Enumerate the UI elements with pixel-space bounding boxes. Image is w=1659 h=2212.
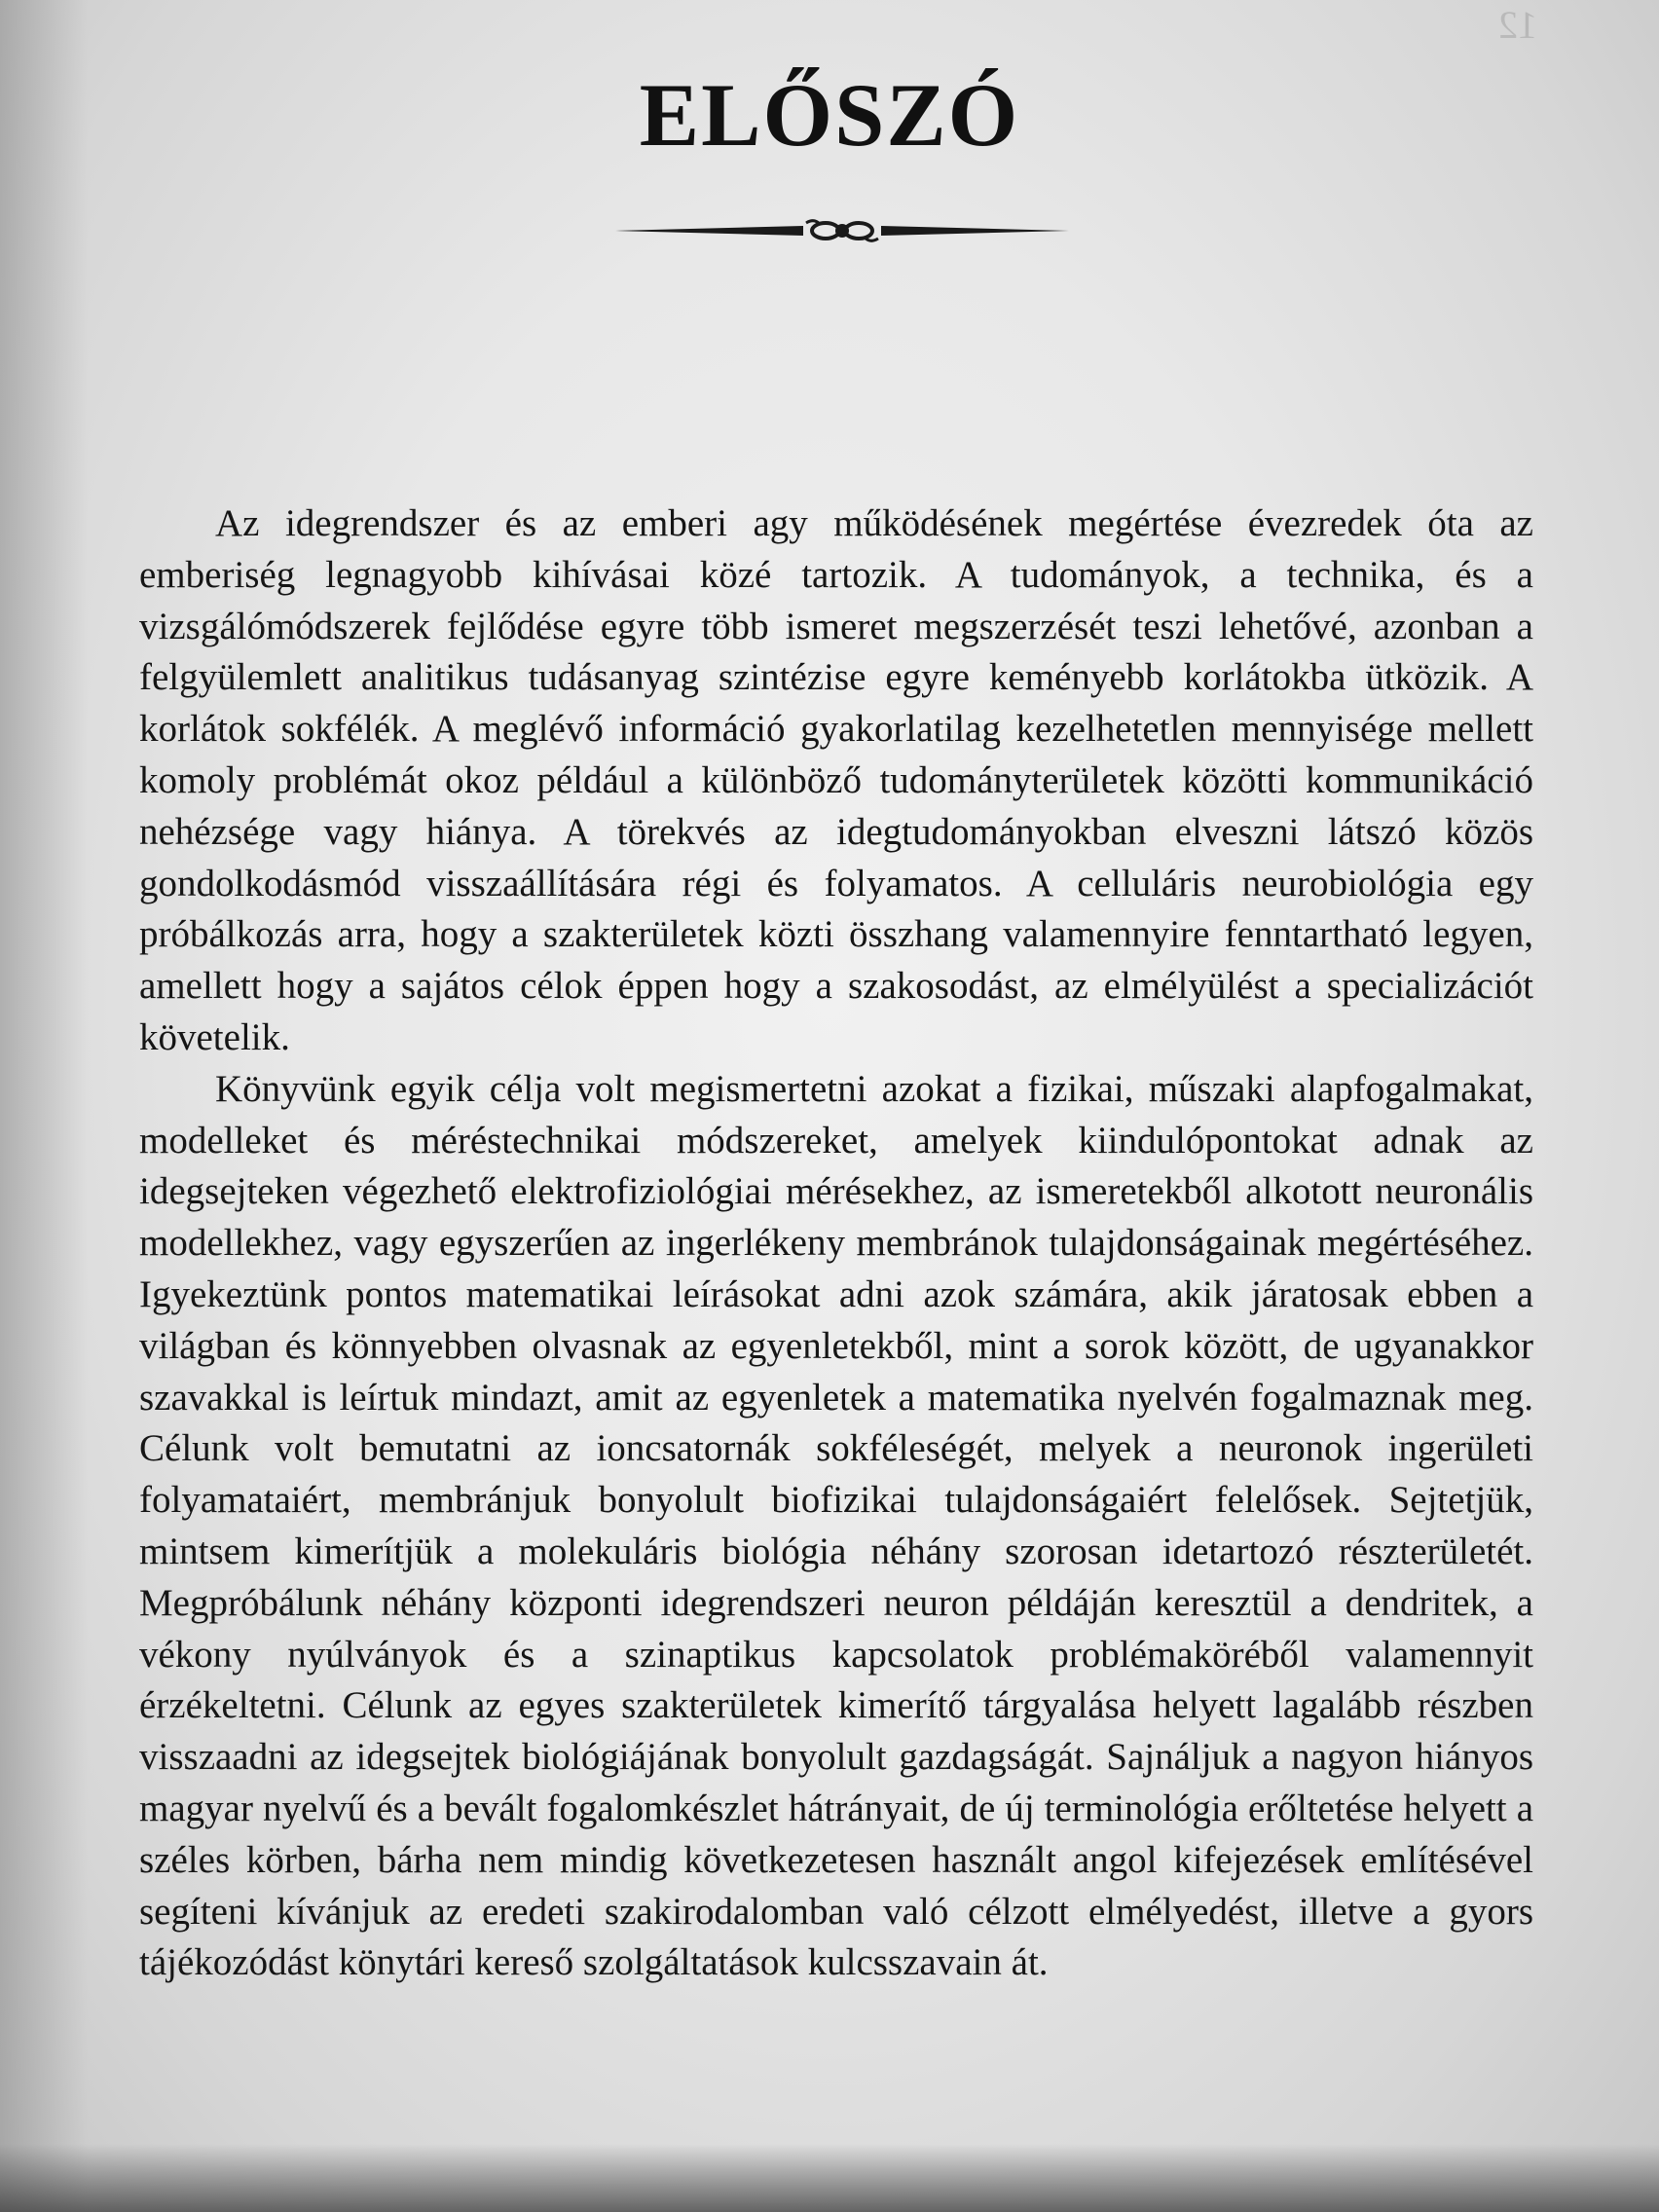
page-bottom-shadow: [0, 2144, 1659, 2212]
page-edge-shadow: [0, 0, 88, 2212]
page-title: ELŐSZÓ: [639, 65, 1020, 165]
title-ornament-divider: [613, 214, 1071, 247]
foreword-body: [139, 498, 1533, 1989]
paragraph: Könyvünk egyik célja volt megismertetni azokat a fizikai, műszaki alapfogalmakat, modelleket és méréstechnikai módszereket, amelyek kiindulópontokat adnak az idegsejteken végezhető elektrofiziológiai mérésekhez, az ismeretekből alkotott neuronális modellekhez, vagy egyszerűen az ingerlékeny membránok tulajdonságainak megértéséhez. Igyekeztünk pontos matematikai leírásokat adni azok számára, akik járatosak ebben a világban és könnyebben olvasnak az egyenletekből, mint a sorok között, de ugyanakkor szavakkal is leírtuk mindazt, amit az egyenletek a matematika nyelvén fogalmaznak meg. Célunk volt bemutatni az ioncsatornák sokféleségét, melyek a neuronok ingerületi folyamataiért, membránjuk bonyolult biofizikai tulajdonságaiért felelősek. Sejtetjük, mintsem kimerítjük a molekuláris biológia néhány szorosan idetartozó részterületét. Megpróbálunk néhány központi idegrendszeri neuron példáján keresztül a dendritek, a vékony nyúlványok és a szinaptikus kapcsolatok problémaköréből valamennyit érzékeltetni. Célunk az egyes szakterületek kimerítő tárgyalása helyett lagalább részben visszaadni az idegsejtek biológiájának bonyolult gazdagságát. Sajnáljuk a nagyon hiányos magyar nyelvű és a bevált fogalomkészlet hátrányait, de új terminológia erőltetése helyett a széles körben, bárha nem mindig következetesen használt angol kifejezések említésével segíteni kívánjuk az eredeti szakirodalomban való célzott elmélyedést, illetve a gyors tájékozódást könytári kereső szolgáltatások kulcsszavain át.: [139, 1067, 1533, 1984]
bleed-through-page-number: 12: [1498, 3, 1537, 47]
paragraph: Az idegrendszer és az emberi agy működésének megértése évezredek óta az emberiség legnagyobb kihívásai közé tartozik. A tudományok, a technika, és a vizsgálómódszerek fejlődése egyre több ismeret megszerzését teszi lehetővé, azonban a felgyülemlett analitikus tudásanyag szintézise egyre keményebb korlátokba ütközik. A korlátok sokfélék. A meglévő információ gyakorlatilag kezelhetetlen mennyisége mellett komoly problémát okoz például a különböző tudományterületek közötti kommunikáció nehézsége vagy hiánya. A törekvés az idegtudományokban elveszni látszó közös gondolkodásmód visszaállítására régi és folyamatos. A celluláris neurobiológia egy próbálkozás arra, hogy a szakterületek közti összhang valamennyire fenntartható legyen, amellett hogy a sajátos célok éppen hogy a szakosodást, az elmélyülést a specializációt követelik.: [139, 502, 1533, 1058]
